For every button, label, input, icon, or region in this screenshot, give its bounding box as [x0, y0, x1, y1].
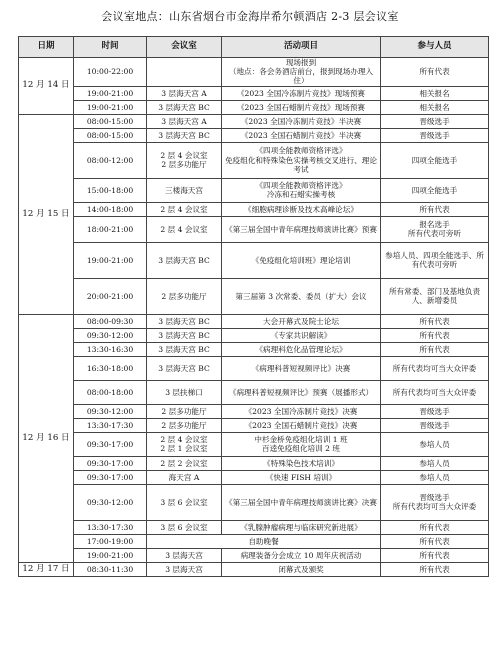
people-cell: 所有代表: [381, 328, 489, 342]
table-row: [19, 432, 489, 456]
time-cell: 13:30-16:30: [74, 342, 147, 356]
room-cell: 2 层 4 会议室 2 层 1 会议室: [147, 432, 222, 456]
time-cell: 08:30-11:30: [74, 562, 147, 576]
people-cell: 晋级选手: [381, 128, 489, 142]
activity-cell: 《细胞病理诊断及技术高峰论坛》: [222, 202, 381, 216]
time-cell: 09:30-17:00: [74, 470, 147, 484]
activity-cell: 《病理科普短视频评比》决赛: [222, 356, 381, 380]
table-row: [19, 484, 489, 520]
table-row: [19, 242, 489, 278]
time-cell: 15:00-18:00: [74, 178, 147, 202]
date-cell: 12 月 15 日: [19, 114, 74, 314]
table-row: [19, 328, 489, 342]
activity-cell: 《特殊染色技术培训》: [222, 456, 381, 470]
time-cell: 20:00-21:00: [74, 278, 147, 314]
table-row: [19, 418, 489, 432]
room-cell: 2 层多功能厅: [147, 404, 222, 418]
room-cell: 三楼海天宫: [147, 178, 222, 202]
merged-activity-cell: 自助晚餐: [147, 534, 381, 548]
time-cell: 09:30-12:00: [74, 328, 147, 342]
people-cell: 所有代表: [381, 202, 489, 216]
people-cell: 晋级选手: [381, 418, 489, 432]
people-cell: 所有常委、部门及基地负责人、新增委员: [381, 278, 489, 314]
activity-cell: 《病理科危化品管理论坛》: [222, 342, 381, 356]
activity-cell: 《四项全能教师资格评选》 免疫组化和特殊染色实操考核交叉进行、理论考试: [222, 142, 381, 178]
header-room: 会议室: [147, 37, 222, 58]
table-row: [19, 314, 489, 328]
activity-cell: 《2023 全国石蜡制片竞技》决赛: [222, 418, 381, 432]
time-cell: 09:30-17:00: [74, 456, 147, 470]
date-cell: 12 月 14 日: [19, 58, 74, 115]
table-row: [19, 562, 489, 576]
room-cell: 3 层扶梯口: [147, 380, 222, 404]
table-row: [19, 202, 489, 216]
table-row: [19, 520, 489, 534]
people-cell: 四项全能选手: [381, 178, 489, 202]
people-cell: 相关报名: [381, 100, 489, 114]
activity-cell: 《病理科普短视频评比》预赛（展播形式）: [222, 380, 381, 404]
time-cell: 18:00-21:00: [74, 216, 147, 242]
room-cell: 3 层海天宫 BC: [147, 356, 222, 380]
time-cell: 08:00-15:00: [74, 114, 147, 128]
table-row: [19, 548, 489, 562]
people-cell: 所有代表: [381, 58, 489, 87]
activity-cell: 《第三届全国中青年病理技师演讲比赛》预赛: [222, 216, 381, 242]
table-row: [19, 216, 489, 242]
table-row: [19, 178, 489, 202]
room-cell: 3 层海天宫 BC: [147, 314, 222, 328]
activity-cell: 《第三届全国中青年病理技师演讲比赛》决赛: [222, 484, 381, 520]
time-cell: 08:00-15:00: [74, 128, 147, 142]
date-cell: 12 月 17 日: [19, 562, 74, 576]
time-cell: 08:00-12:00: [74, 142, 147, 178]
table-row: [19, 534, 489, 548]
room-cell: 2 层多功能厅: [147, 418, 222, 432]
room-cell: 3 层海天宫: [147, 548, 222, 562]
date-cell: 12 月 16 日: [19, 314, 74, 562]
people-cell: 参培人员: [381, 470, 489, 484]
room-cell: 3 层海天宫 BC: [147, 128, 222, 142]
room-cell: 3 层 6 会议室: [147, 520, 222, 534]
room-cell: 3 层海天宫 BC: [147, 328, 222, 342]
time-cell: 08:00-09:30: [74, 314, 147, 328]
activity-cell: 大会开幕式及院士论坛: [222, 314, 381, 328]
time-cell: 19:00-21:00: [74, 86, 147, 100]
table-row: [19, 456, 489, 470]
table-row: [19, 380, 489, 404]
room-cell: 3 层 6 会议室: [147, 484, 222, 520]
activity-cell: 病理装备分会成立 10 周年庆祝活动: [222, 548, 381, 562]
table-row: [19, 86, 489, 100]
people-cell: 晋级选手: [381, 404, 489, 418]
people-cell: 所有代表: [381, 548, 489, 562]
table-row: [19, 114, 489, 128]
time-cell: 10:00-22:00: [74, 58, 147, 87]
time-cell: 13:30-17:30: [74, 520, 147, 534]
schedule-body: [19, 58, 489, 577]
time-cell: 09:30-17:00: [74, 432, 147, 456]
people-cell: 所有代表均可当大众评委: [381, 380, 489, 404]
table-row: [19, 58, 489, 87]
room-cell: 2 层 2 会议室: [147, 456, 222, 470]
time-cell: 16:30-18:00: [74, 356, 147, 380]
activity-cell: 《四项全能教师资格评选》 冷冻和石蜡实操考核: [222, 178, 381, 202]
time-cell: 13:30-17:30: [74, 418, 147, 432]
time-cell: 09:30-12:00: [74, 484, 147, 520]
room-cell: 3 层海天宫 A: [147, 86, 222, 100]
activity-cell: 《2023 全国石蜡制片竞技》半决赛: [222, 128, 381, 142]
people-cell: 所有代表: [381, 520, 489, 534]
time-cell: 17:00-19:00: [74, 534, 147, 548]
room-cell: 3 层海天宫 A: [147, 114, 222, 128]
activity-cell: 《2023 全国冷冻制片竞技》现场预赛: [222, 86, 381, 100]
room-cell: 2 层多功能厅: [147, 278, 222, 314]
room-cell: 海天宫 A: [147, 470, 222, 484]
header-date: 日期: [19, 37, 74, 58]
page-title: 会议室地点：山东省烟台市金海岸希尔顿酒店 2-3 层会议室: [101, 10, 399, 23]
room-cell: [147, 58, 222, 87]
room-cell: 3 层海天宫 BC: [147, 242, 222, 278]
header-activity: 活动项目: [222, 37, 381, 58]
people-cell: 晋级选手: [381, 114, 489, 128]
activity-cell: 《乳腺肿瘤病理与临床研究新进展》: [222, 520, 381, 534]
table-row: [19, 142, 489, 178]
people-cell: 参培人员、四项全能选手、所有代表可旁听: [381, 242, 489, 278]
room-cell: 2 层 4 会议室 2 层多功能厅: [147, 142, 222, 178]
time-cell: 19:00-21:00: [74, 548, 147, 562]
people-cell: 晋级选手 所有代表均可当大众评委: [381, 484, 489, 520]
table-row: [19, 100, 489, 114]
time-cell: 19:00-21:00: [74, 100, 147, 114]
table-row: [19, 356, 489, 380]
people-cell: 四项全能选手: [381, 142, 489, 178]
room-cell: 3 层海天宫 BC: [147, 342, 222, 356]
activity-cell: 《2023 全国冷冻制片竞技》半决赛: [222, 114, 381, 128]
activity-cell: 中杉金桥免疫组化培训 1 班 百逵免疫组化培训 2 班: [222, 432, 381, 456]
people-cell: 所有代表: [381, 342, 489, 356]
activity-cell: 现场报到 （地点：各会务酒店前台，报到现场办理入住）: [222, 58, 381, 87]
activity-cell: 《2023 全国石蜡制片竞技》现场预赛: [222, 100, 381, 114]
time-cell: 14:00-18:00: [74, 202, 147, 216]
people-cell: 参培人员: [381, 432, 489, 456]
activity-cell: 《2023 全国冷冻制片竞技》决赛: [222, 404, 381, 418]
schedule-table: [18, 36, 489, 577]
activity-cell: 闭幕式及颁奖: [222, 562, 381, 576]
header-people: 参与人员: [381, 37, 489, 58]
time-cell: 08:00-18:00: [74, 380, 147, 404]
room-cell: 3 层海天宫: [147, 562, 222, 576]
table-row: [19, 470, 489, 484]
time-cell: 19:00-21:00: [74, 242, 147, 278]
room-cell: 3 层海天宫 BC: [147, 100, 222, 114]
activity-cell: 《专家共识解读》: [222, 328, 381, 342]
table-row: [19, 278, 489, 314]
people-cell: 所有代表: [381, 562, 489, 576]
table-row: [19, 404, 489, 418]
room-cell: 2 层 4 会议室: [147, 202, 222, 216]
activity-cell: 《快速 FISH 培训》: [222, 470, 381, 484]
table-row: [19, 128, 489, 142]
header-row: [19, 37, 489, 58]
people-cell: 所有代表均可当大众评委: [381, 356, 489, 380]
people-cell: 所有代表: [381, 314, 489, 328]
header-time: 时间: [74, 37, 147, 58]
people-cell: 所有代表: [381, 534, 489, 548]
room-cell: 2 层 4 会议室: [147, 216, 222, 242]
table-row: [19, 342, 489, 356]
people-cell: 报名选手 所有代表可旁听: [381, 216, 489, 242]
activity-cell: 《免疫组化培训班》理论培训: [222, 242, 381, 278]
people-cell: 参培人员: [381, 456, 489, 470]
time-cell: 09:30-12:00: [74, 404, 147, 418]
activity-cell: 第三届第 3 次常委、委员（扩大）会议: [222, 278, 381, 314]
people-cell: 相关报名: [381, 86, 489, 100]
